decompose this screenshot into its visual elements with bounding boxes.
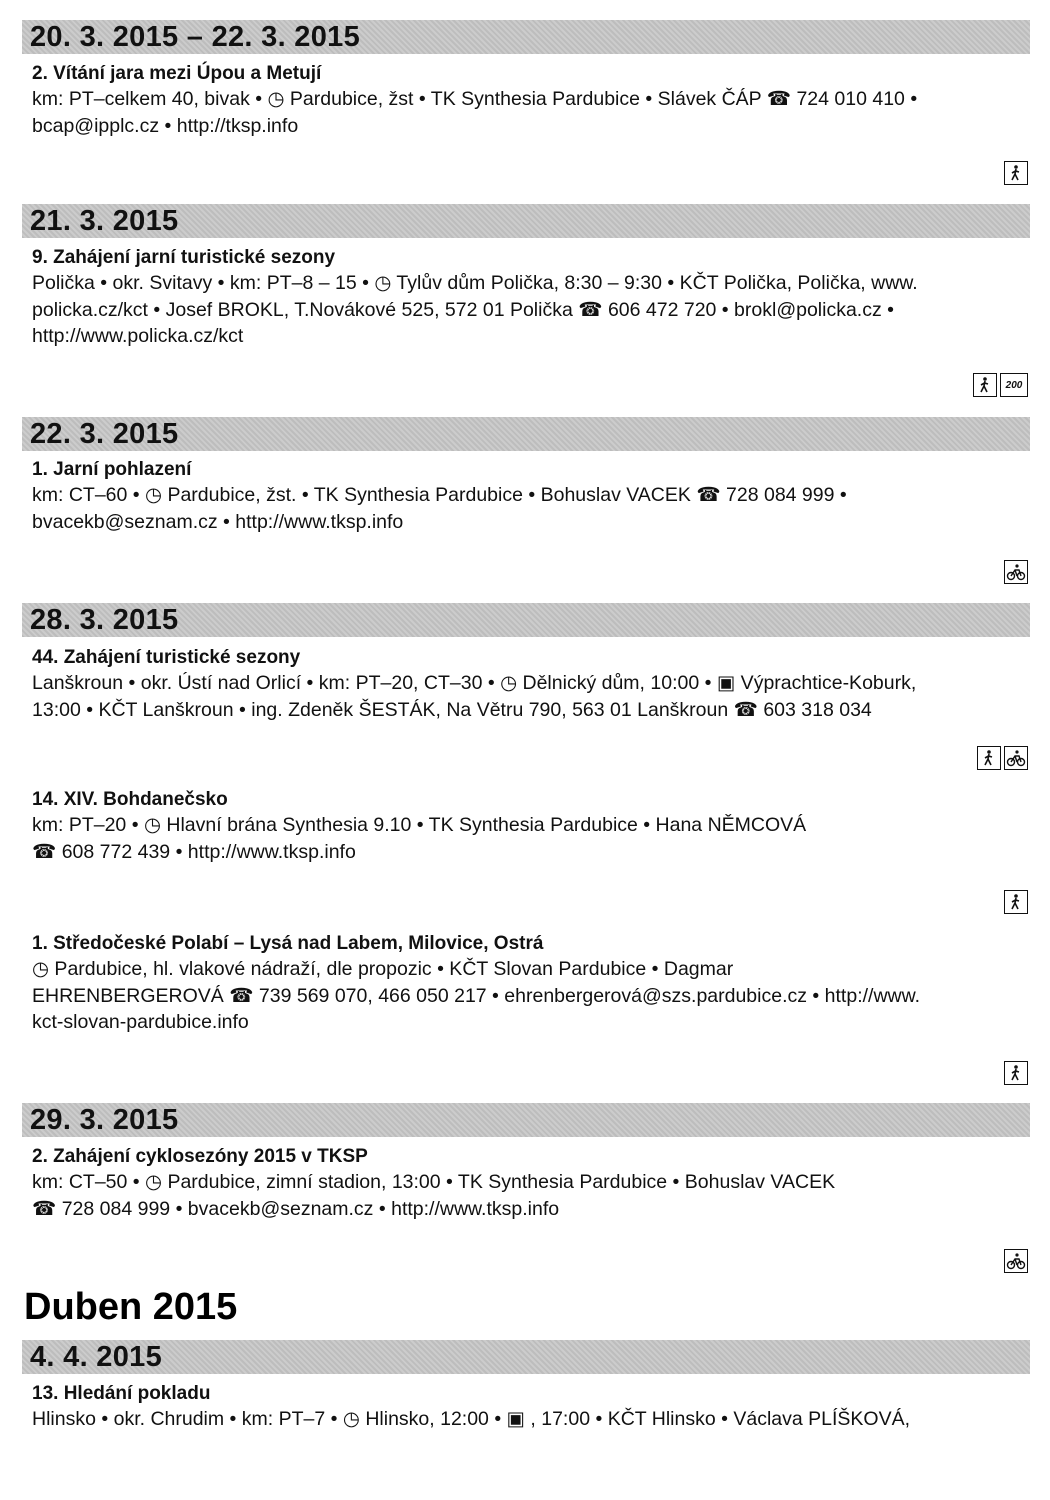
- event-entry: [32, 246, 1027, 350]
- event-icons: [1004, 890, 1028, 914]
- event-entry: [32, 1382, 1027, 1433]
- event-title: 2. Vítání jara mezi Úpou a Metují: [32, 63, 322, 84]
- event-entry: [32, 458, 1027, 535]
- walking-icon: [977, 746, 1001, 770]
- event-detail-line: Lanškroun • okr. Ústí nad Orlicí • km: PT–20, CT–30 • ◷ Dělnický dům, 10:00 • ▣ Výprachtice-Koburk,: [32, 672, 917, 694]
- event-title: 13. Hledání pokladu: [32, 1383, 211, 1404]
- walking-icon: [1004, 161, 1028, 185]
- date-text: 21. 3. 2015: [30, 205, 179, 237]
- event-icons: [1004, 560, 1028, 584]
- badge-200-icon: [1000, 373, 1028, 397]
- date-header: [22, 603, 1030, 637]
- event-entry: [32, 932, 1027, 1036]
- event-icons: [977, 746, 1028, 770]
- event-entry: [32, 788, 1027, 865]
- date-header: [22, 1103, 1030, 1137]
- event-detail-line: ◷ Pardubice, hl. vlakové nádraží, dle propozic • KČT Slovan Pardubice • Dagmar: [32, 958, 734, 980]
- event-detail-line: 13:00 • KČT Lanškroun • ing. Zdeněk ŠESTÁK, Na Větru 790, 563 01 Lanškroun ☎ 603 318 034: [32, 698, 872, 721]
- event-title: 2. Zahájení cyklosezóny 2015 v TKSP: [32, 1146, 368, 1167]
- event-entry: [32, 1145, 1027, 1222]
- event-title: 44. Zahájení turistické sezony: [32, 647, 301, 668]
- event-icons: [1004, 1061, 1028, 1085]
- event-detail-line: km: PT–20 • ◷ Hlavní brána Synthesia 9.10 • TK Synthesia Pardubice • Hana NĚMCOVÁ: [32, 814, 807, 836]
- event-detail-line: policka.cz/kct • Josef BROKL, T.Novákové 525, 572 01 Polička ☎ 606 472 720 • brokl@policka.cz •: [32, 298, 894, 321]
- cycling-icon: [1004, 1249, 1028, 1273]
- event-detail-line: ☎ 608 772 439 • http://www.tksp.info: [32, 840, 356, 863]
- event-icons: [1004, 161, 1028, 185]
- walking-icon: [1004, 1061, 1028, 1085]
- event-detail-line: http://www.policka.cz/kct: [32, 325, 244, 347]
- cycling-icon: [1004, 560, 1028, 584]
- date-header: [22, 417, 1030, 451]
- event-entry: [32, 62, 1027, 139]
- event-detail-line: kct-slovan-pardubice.info: [32, 1011, 249, 1033]
- date-text: 4. 4. 2015: [30, 1341, 162, 1373]
- walking-icon: [1004, 890, 1028, 914]
- badge-text: 200: [1005, 379, 1023, 391]
- event-detail-line: ☎ 728 084 999 • bvacekb@seznam.cz • http://www.tksp.info: [32, 1197, 560, 1220]
- date-text: 29. 3. 2015: [30, 1104, 179, 1136]
- date-header: [22, 204, 1030, 238]
- event-title: 1. Středočeské Polabí – Lysá nad Labem, Milovice, Ostrá: [32, 933, 544, 954]
- event-title: 9. Zahájení jarní turistické sezony: [32, 247, 336, 268]
- event-title: 1. Jarní pohlazení: [32, 459, 192, 480]
- cycling-icon: [1004, 746, 1028, 770]
- event-detail-line: bvacekb@seznam.cz • http://www.tksp.info: [32, 510, 404, 533]
- date-text: 28. 3. 2015: [30, 604, 179, 636]
- event-detail-line: km: PT–celkem 40, bivak • ◷ Pardubice, žst • TK Synthesia Pardubice • Slávek ČÁP ☎ 724 010 410 •: [32, 88, 918, 110]
- event-detail-line: Polička • okr. Svitavy • km: PT–8 – 15 • ◷ Tylův dům Polička, 8:30 – 9:30 • KČT Polička, Polička, www.: [32, 272, 918, 294]
- month-heading: Duben 2015: [24, 1286, 238, 1328]
- event-detail-line: km: CT–60 • ◷ Pardubice, žst. • TK Synthesia Pardubice • Bohuslav VACEK ☎ 728 084 999 •: [32, 484, 847, 506]
- event-entry: [32, 646, 1027, 723]
- event-detail-line: EHRENBERGEROVÁ ☎ 739 569 070, 466 050 217 • ehrenbergerová@szs.pardubice.cz • http://www.: [32, 984, 921, 1007]
- event-icons: [1004, 1249, 1028, 1273]
- date-header: [22, 20, 1030, 54]
- event-icons: [973, 373, 1028, 397]
- event-title: 14. XIV. Bohdanečsko: [32, 789, 228, 810]
- event-detail-line: km: CT–50 • ◷ Pardubice, zimní stadion, 13:00 • TK Synthesia Pardubice • Bohuslav VACEK: [32, 1171, 836, 1193]
- date-text: 20. 3. 2015 – 22. 3. 2015: [30, 21, 360, 53]
- date-text: 22. 3. 2015: [30, 418, 179, 450]
- event-detail-line: bcap@ipplc.cz • http://tksp.info: [32, 114, 299, 137]
- event-detail-line: Hlinsko • okr. Chrudim • km: PT–7 • ◷ Hlinsko, 12:00 • ▣ , 17:00 • KČT Hlinsko • Václava PLÍŠKOVÁ,: [32, 1408, 911, 1430]
- date-header: [22, 1340, 1030, 1374]
- walking-icon: [973, 373, 997, 397]
